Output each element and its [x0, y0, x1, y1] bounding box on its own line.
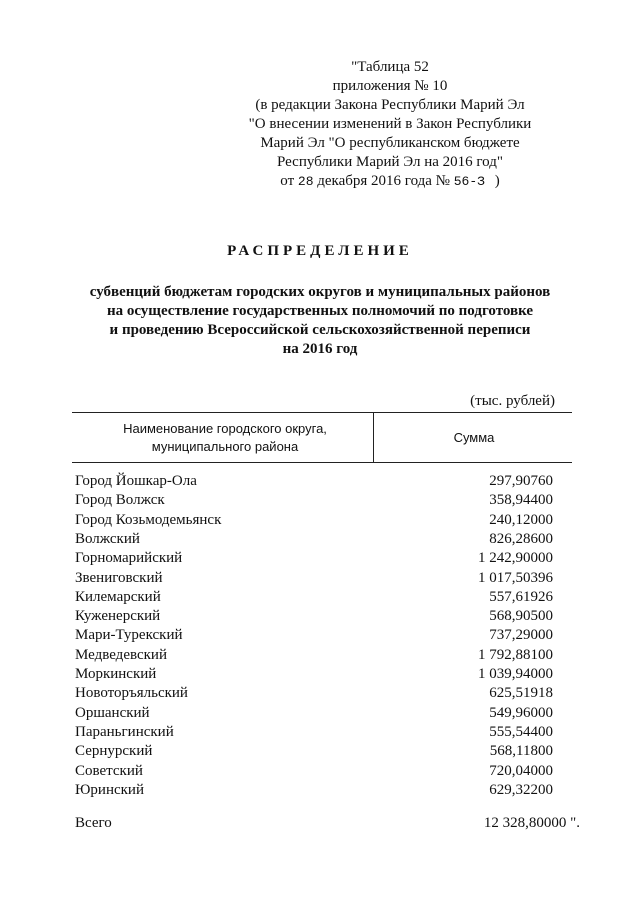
district-sum: 557,61926 — [489, 588, 553, 605]
table-row — [75, 647, 565, 666]
district-name: Сернурский — [75, 743, 153, 760]
district-name: Медведевский — [75, 646, 167, 663]
total-label: Всего — [75, 815, 112, 831]
district-sum: 826,28600 — [489, 530, 553, 547]
header-law-title-3: Республики Марий Эл на 2016 год" — [276, 154, 504, 170]
table-row — [75, 589, 565, 608]
district-name: Оршанский — [75, 704, 150, 721]
district-name: Параньгинский — [75, 723, 174, 740]
district-name: Город Йошкар-Ола — [75, 473, 197, 489]
district-name: Волжский — [75, 530, 140, 547]
district-name: Юринский — [75, 781, 144, 798]
header-day: 28 — [297, 174, 314, 189]
header-law-title-2: Марий Эл "О республиканском бюджете — [260, 135, 520, 151]
district-sum: 555,54400 — [489, 723, 553, 740]
header-close-paren: ) — [494, 173, 500, 189]
table-column-divider — [373, 412, 374, 463]
district-sum: 568,90500 — [489, 608, 553, 625]
table-row — [75, 724, 565, 743]
district-sum: 1 242,90000 — [478, 550, 553, 567]
header-date-prefix: от — [280, 173, 295, 189]
district-sum: 625,51918 — [489, 685, 553, 702]
district-sum: 1 017,50396 — [478, 569, 553, 586]
units-label: (тыс. рублей) — [470, 393, 555, 409]
header-law-number: 56-З — [453, 174, 485, 189]
table-top-border — [72, 412, 572, 413]
district-name: Звениговский — [75, 569, 163, 586]
district-sum: 240,12000 — [489, 511, 553, 528]
header-month-year: декабря 2016 года № — [317, 173, 450, 189]
subtitle-line-4: на 2016 год — [282, 341, 358, 357]
table-row — [75, 608, 565, 627]
header-edition: (в редакции Закона Республики Марий Эл — [255, 97, 525, 113]
district-name: Килемарский — [75, 588, 161, 605]
header-law-title-1: "О внесении изменений в Закон Республики — [248, 116, 532, 132]
table-row — [75, 782, 565, 801]
table-total-row — [75, 815, 580, 834]
table-header-bottom-border — [72, 462, 572, 463]
district-name: Город Волжск — [75, 492, 165, 509]
subtitle-line-3: и проведению Всероссийской сельскохозяйственной переписи — [109, 322, 531, 338]
table-row — [75, 705, 565, 724]
district-sum: 1 792,88100 — [478, 646, 553, 663]
table-header-name-line-2: муниципального района — [151, 439, 299, 454]
district-name: Горномарийский — [75, 550, 183, 567]
header-table-number: "Таблица 52 — [351, 59, 429, 75]
header-appendix: приложения № 10 — [332, 78, 448, 94]
table-row — [75, 473, 565, 492]
district-name: Моркинский — [75, 666, 157, 682]
district-sum: 568,11800 — [489, 743, 553, 760]
table-row — [75, 743, 565, 762]
table-row — [75, 512, 565, 531]
total-sum: 12 328,80000 ". — [483, 815, 580, 831]
district-name: Мари-Турекский — [75, 627, 183, 644]
table-row — [75, 763, 565, 782]
district-sum: 629,32200 — [489, 781, 553, 798]
subtitle-line-2: на осуществление государственных полномочий по подготовке — [106, 303, 534, 319]
table-row — [75, 570, 565, 589]
table-row — [75, 666, 565, 685]
table-header-sum: Сумма — [453, 430, 495, 445]
district-sum: 549,96000 — [489, 704, 553, 721]
district-sum: 720,04000 — [489, 762, 553, 779]
table-header-name — [80, 420, 370, 456]
table-row — [75, 627, 565, 646]
district-name: Новоторъяльский — [75, 685, 188, 702]
table-row — [75, 685, 565, 704]
district-sum: 1 039,94000 — [478, 666, 553, 682]
district-sum: 358,94400 — [489, 492, 553, 509]
header-date-line — [240, 172, 540, 191]
table-row — [75, 550, 565, 569]
district-name: Куженерский — [75, 608, 161, 625]
table-row — [75, 492, 565, 511]
subtitle-line-1: субвенций бюджетам городских округов и муниципальных районов — [89, 284, 551, 300]
district-sum: 297,90760 — [489, 473, 553, 489]
district-name: Советский — [75, 762, 143, 779]
page-title: РАСПРЕДЕЛЕНИЕ — [227, 243, 413, 259]
district-name: Город Козьмодемьянск — [75, 511, 222, 528]
table-row — [75, 531, 565, 550]
district-sum: 737,29000 — [489, 627, 553, 644]
table-header-name-line-1: Наименование городского округа, — [123, 421, 327, 436]
